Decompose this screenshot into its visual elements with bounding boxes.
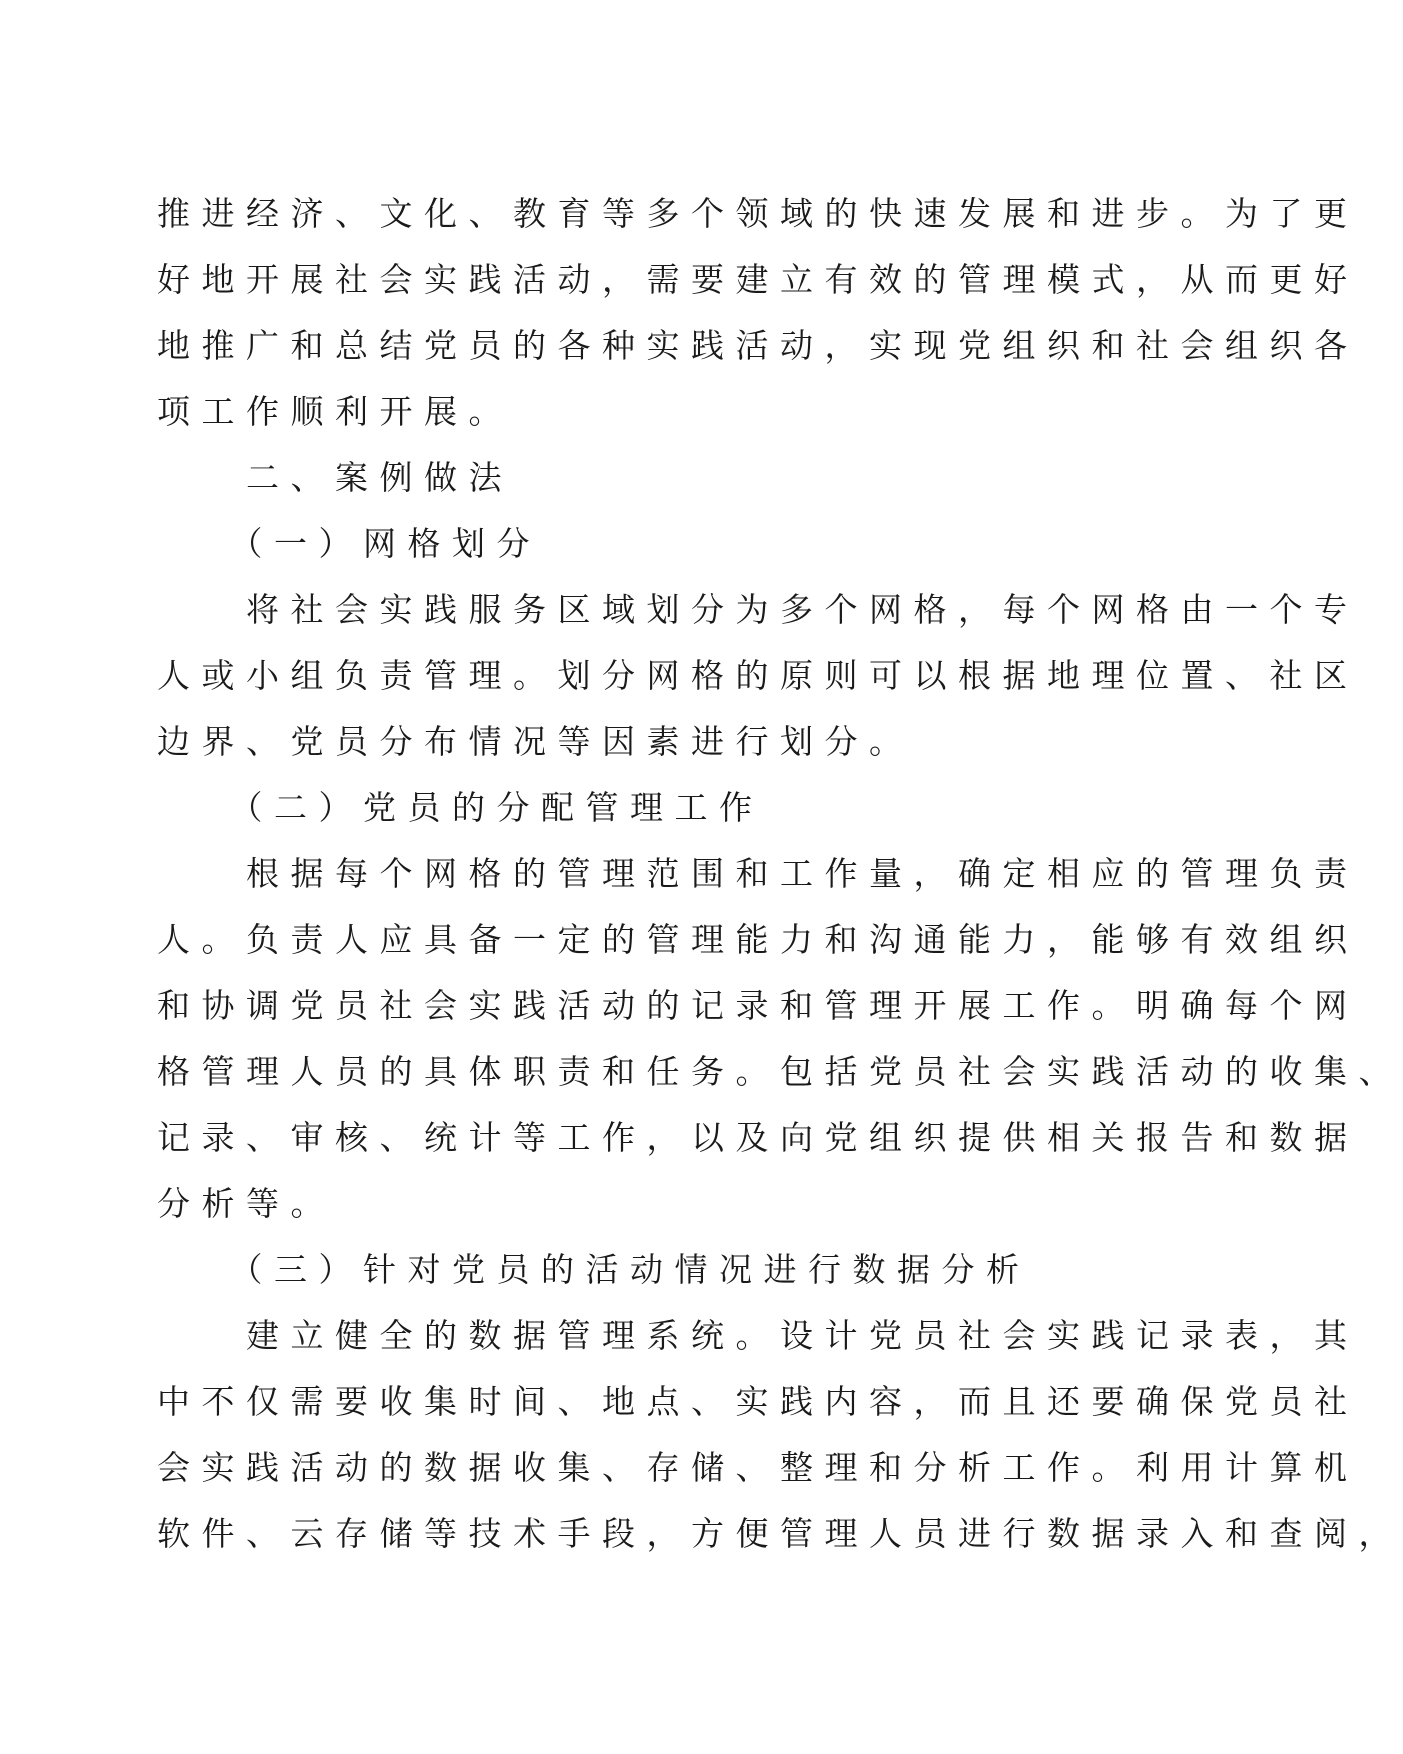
body-text-line: 会实践活动的数据收集、存储、整理和分析工作。利用计算机 (157, 1448, 1359, 1487)
body-text-line: 边界、党员分布情况等因素进行划分。 (157, 722, 914, 761)
body-text-line: 将社会实践服务区域划分为多个网格，每个网格由一个专 (157, 590, 1359, 629)
subsection-heading: （一）网格划分 (157, 524, 541, 563)
body-text-line: 人或小组负责管理。划分网格的原则可以根据地理位置、社区 (157, 656, 1359, 695)
body-text-line: 记录、审核、统计等工作，以及向党组织提供相关报告和数据 (157, 1118, 1359, 1157)
body-text-line: 项工作顺利开展。 (157, 392, 513, 431)
body-text-line: 人。负责人应具备一定的管理能力和沟通能力，能够有效组织 (157, 920, 1359, 959)
body-text-line: 分析等。 (157, 1184, 335, 1223)
body-text-line: 建立健全的数据管理系统。设计党员社会实践记录表，其 (157, 1316, 1359, 1355)
body-text-line: 和协调党员社会实践活动的记录和管理开展工作。明确每个网 (157, 986, 1359, 1025)
body-text-line: 中不仅需要收集时间、地点、实践内容，而且还要确保党员社 (157, 1382, 1359, 1421)
subsection-heading: （三）针对党员的活动情况进行数据分析 (157, 1250, 1031, 1289)
body-text-line: 根据每个网格的管理范围和工作量，确定相应的管理负责 (157, 854, 1359, 893)
body-text-line: 推进经济、文化、教育等多个领域的快速发展和进步。为了更 (157, 194, 1359, 233)
body-text-line: 格管理人员的具体职责和任务。包括党员社会实践活动的收集、 (157, 1052, 1403, 1091)
subsection-heading: （二）党员的分配管理工作 (157, 788, 764, 827)
body-text-line: 好地开展社会实践活动，需要建立有效的管理模式，从而更好 (157, 260, 1359, 299)
body-text-line: 软件、云存储等技术手段，方便管理人员进行数据录入和查阅， (157, 1514, 1403, 1553)
section-heading: 二、案例做法 (157, 458, 513, 497)
body-text-line: 地推广和总结党员的各种实践活动，实现党组织和社会组织各 (157, 326, 1359, 365)
